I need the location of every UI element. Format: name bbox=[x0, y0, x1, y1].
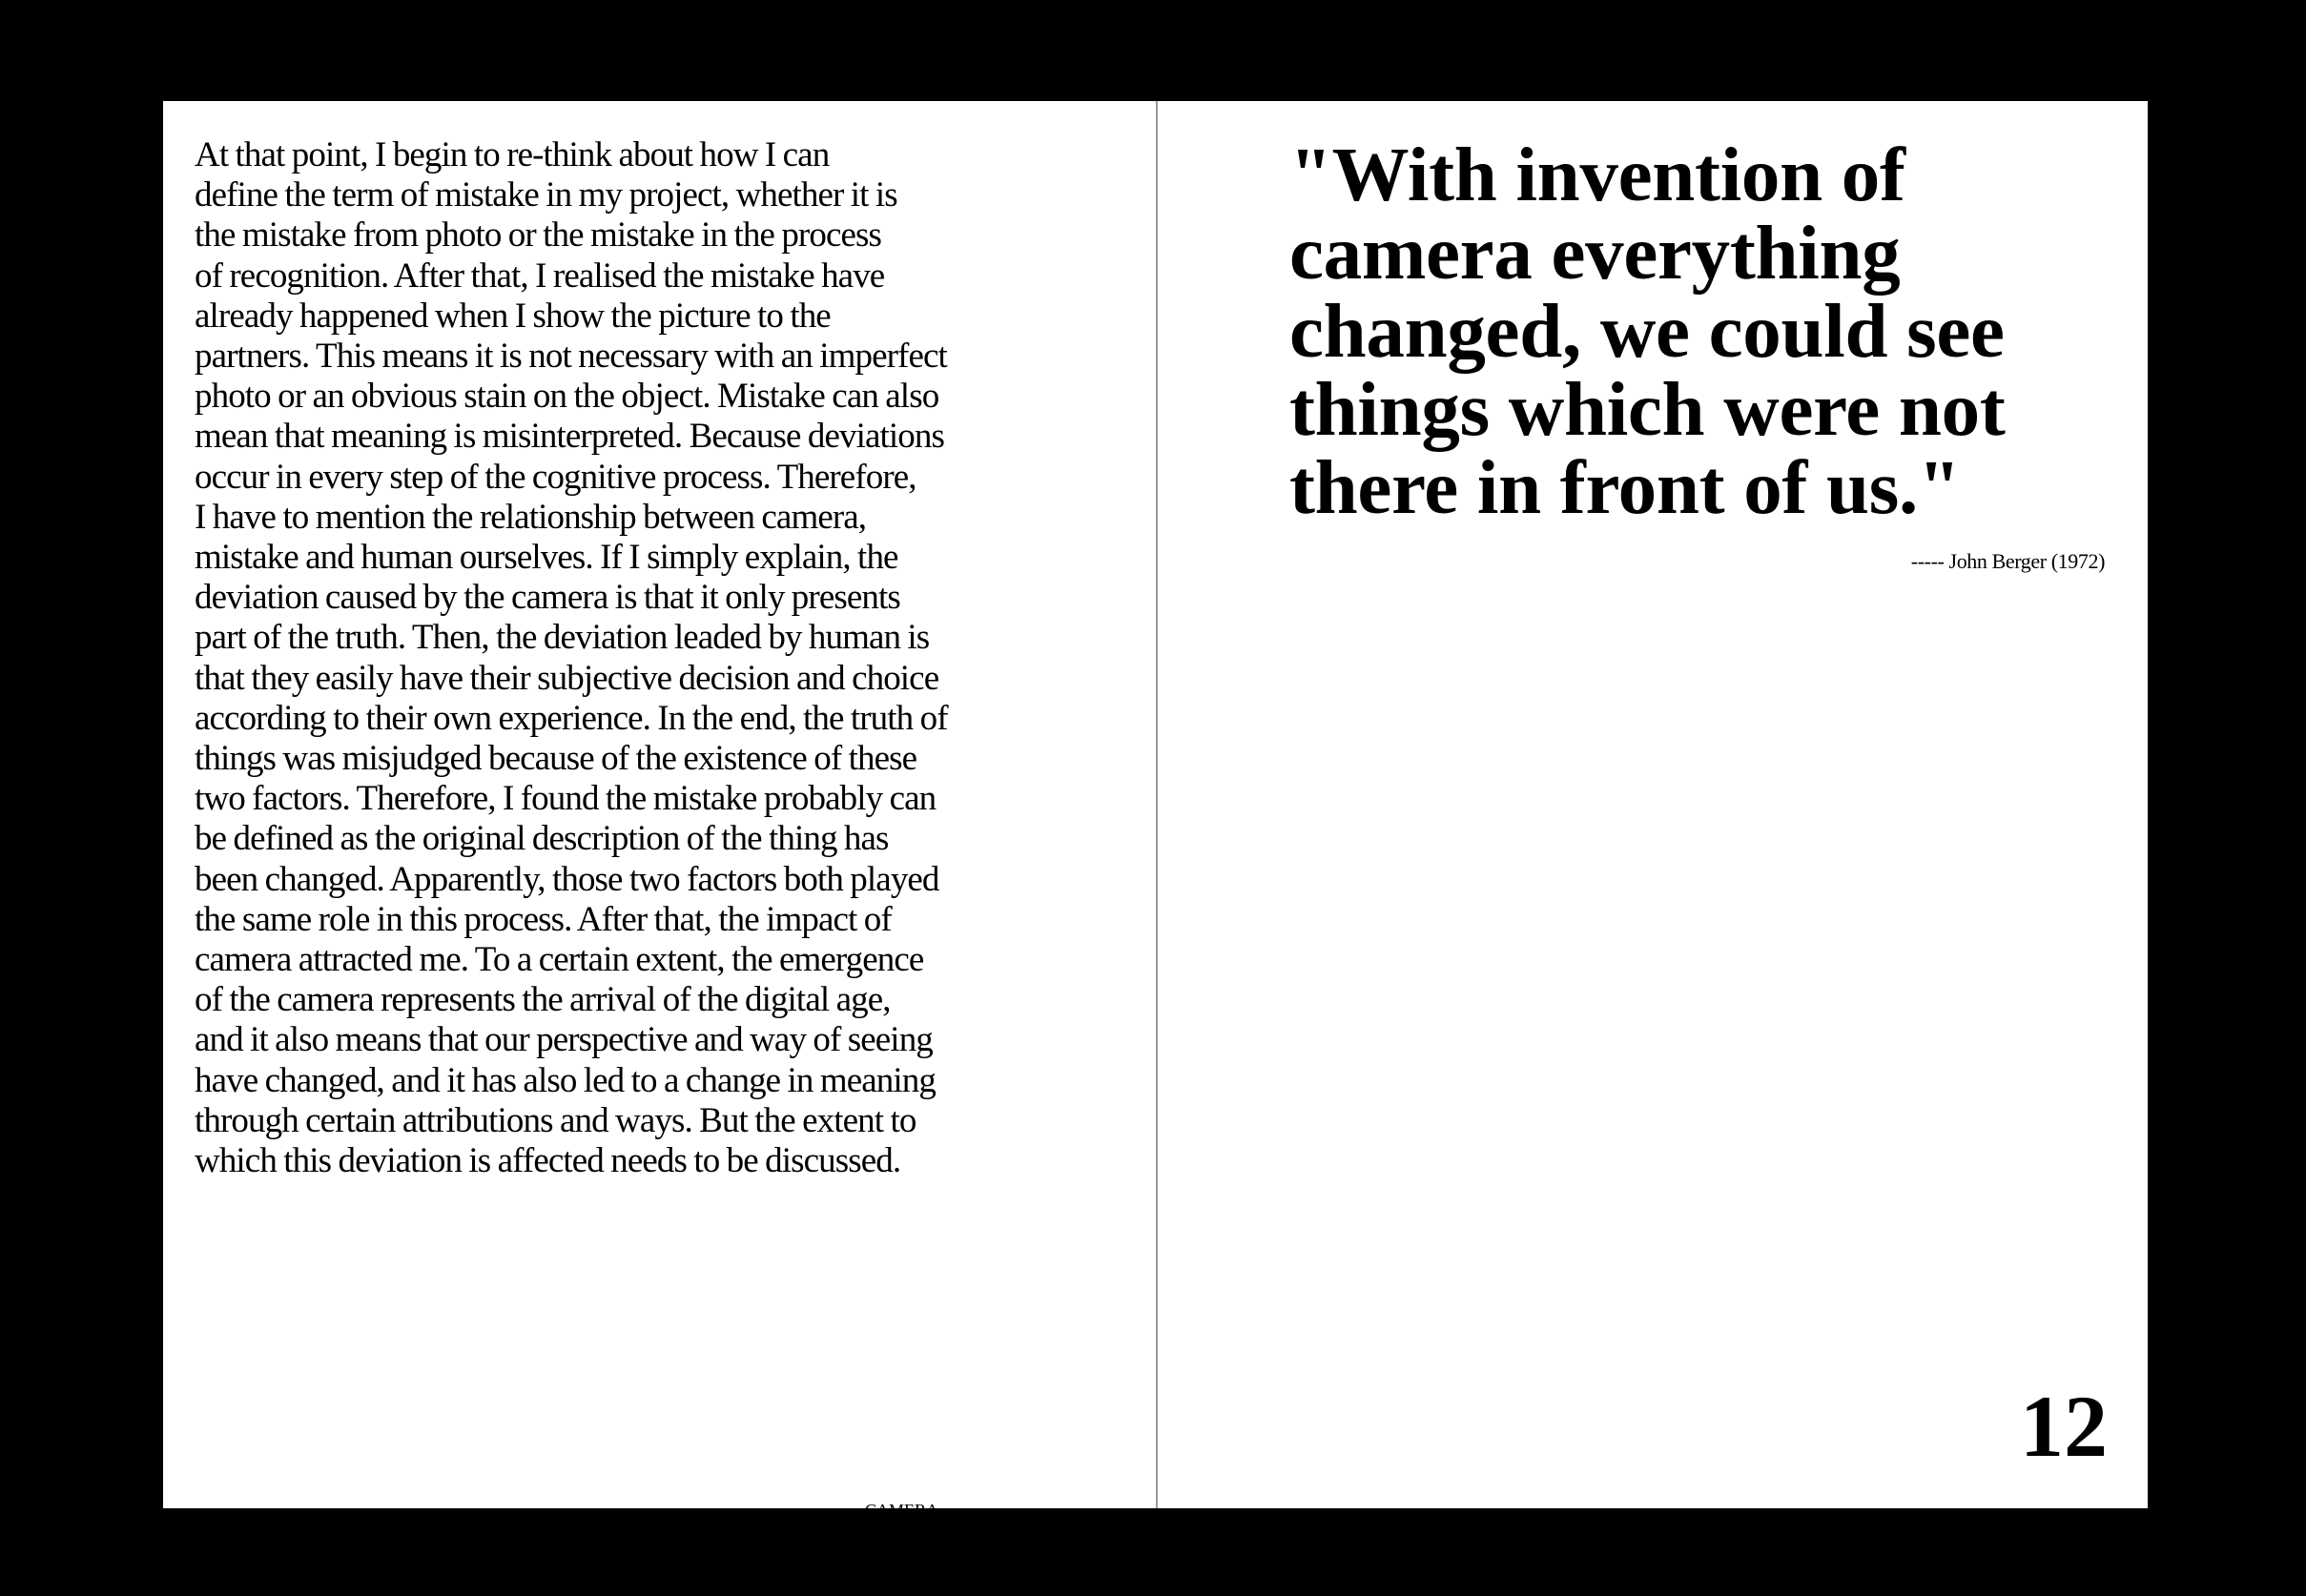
body-line: deviation caused by the camera is that it only presents bbox=[195, 578, 900, 618]
right-page bbox=[1158, 101, 2148, 1573]
quote-line: changed, we could see bbox=[1289, 288, 2005, 374]
body-line: mean that meaning is misinterpreted. Because deviations bbox=[195, 417, 944, 457]
body-line: according to their own experience. In the end, the truth of bbox=[195, 698, 948, 738]
quote-line: there in front of us." bbox=[1289, 444, 1961, 530]
body-line: camera attracted me. To a certain extent, the emergence bbox=[195, 940, 924, 980]
body-line: been changed. Apparently, those two factors both played bbox=[195, 859, 939, 899]
body-line: be defined as the original description of the thing has bbox=[195, 819, 889, 859]
left-page bbox=[163, 101, 1156, 1573]
footer-dash-mid: - bbox=[1884, 1527, 1890, 1546]
body-line: occur in every step of the cognitive process. Therefore, bbox=[195, 457, 916, 497]
body-line: things was misjudged because of the existence of these bbox=[195, 739, 917, 779]
footer-issue-number: 2 _ bbox=[1351, 1554, 1373, 1573]
body-line: mistake and human ourselves. If I simply explain, the bbox=[195, 538, 898, 578]
body-paragraph bbox=[195, 135, 1053, 1181]
footer-dash-end: - bbox=[2111, 1554, 2117, 1573]
body-line: partners. This means it is not necessary with an imperfect bbox=[195, 337, 947, 377]
body-line: photo or an obvious stain on the object. Mistake can also bbox=[195, 377, 939, 417]
body-line: that they easily have their subjective decision and choice bbox=[195, 658, 939, 698]
footer-no-label: NO _ bbox=[1287, 1527, 1326, 1546]
body-line: through certain attributions and ways. But the extent to bbox=[195, 1100, 916, 1140]
pull-quote bbox=[1289, 132, 2148, 530]
body-line: and it also means that our perspective and way of seeing bbox=[195, 1020, 933, 1060]
quote-attribution: ----- John Berger (1972) bbox=[1910, 549, 2105, 573]
page-number: 12 bbox=[2020, 1378, 2108, 1475]
quote-line: camera everything bbox=[1289, 210, 1901, 296]
body-line: have changed, and it has also led to a change in meaning bbox=[195, 1060, 936, 1100]
body-line: of the camera represents the arrival of the digital age, bbox=[195, 980, 891, 1020]
footer-dash-top: - bbox=[196, 1501, 201, 1520]
quote-line: "With invention of bbox=[1289, 132, 1905, 217]
body-line: part of the truth. Then, the deviation leaded by human is bbox=[195, 618, 930, 658]
footer-camera-label: CAMERA_ bbox=[865, 1501, 948, 1520]
body-line: define the term of mistake in my project, whether it is bbox=[195, 175, 897, 215]
body-line: the mistake from photo or the mistake in the process bbox=[195, 215, 881, 256]
body-line: At that point, I begin to re-think about how I can bbox=[195, 135, 830, 174]
body-line: which this deviation is affected needs to be discussed. bbox=[195, 1141, 901, 1181]
footer-dash-bottom: - bbox=[196, 1554, 201, 1573]
body-line: I have to mention the relationship between camera, bbox=[195, 497, 867, 537]
body-line: already happened when I show the picture to the bbox=[195, 296, 831, 336]
body-line: the same role in this process. After that, the impact of bbox=[195, 899, 892, 939]
book-spread bbox=[163, 101, 2148, 1573]
quote-line: things which were not bbox=[1289, 366, 2006, 452]
footer-era-label: ERA_ bbox=[652, 1554, 695, 1573]
body-line: two factors. Therefore, I found the mistake probably can bbox=[195, 779, 937, 819]
body-line: of recognition. After that, I realised the mistake have bbox=[195, 256, 885, 296]
